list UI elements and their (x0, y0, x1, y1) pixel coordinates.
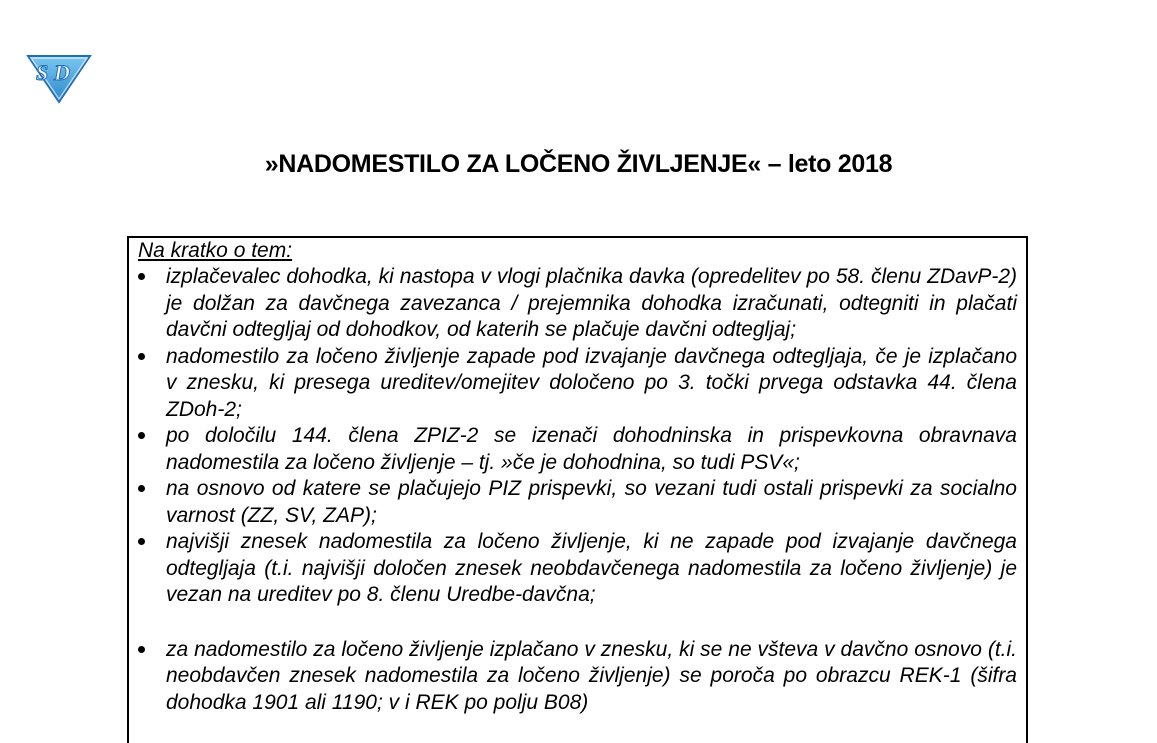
bullet-icon (138, 432, 145, 439)
bullet-icon (138, 538, 145, 545)
list-item (138, 476, 1017, 529)
list-item-text: po določilu 144. člena ZPIZ-2 se izenači dohodninska in prispevkovna obravnava nadomestila za ločeno življenje – tj. »če je dohodnina, so tudi PSV«; (166, 424, 1017, 474)
bullet-icon (138, 646, 145, 653)
list-item-text: izplačevalec dohodka, ki nastopa v vlogi plačnika davka (opredelitev po 58. členu ZDavP-2) je dolžan za davčnega zavezanca / prejemnika dohodka izračunati, odtegniti in plačati davčni odtegljaj od dohodkov, od katerih se plačuje davčni odtegljaj; (166, 265, 1017, 341)
list-item (138, 529, 1017, 609)
list-item (138, 344, 1017, 424)
list-item-text: na osnovo od katere se plačujejo PIZ prispevki, so vezani tudi ostali prispevki za socialno varnost (ZZ, SV, ZAP); (166, 477, 1017, 527)
summary-heading: Na kratko o tem: (138, 239, 293, 262)
summary-box (127, 236, 1028, 743)
svg-text:S: S (36, 60, 49, 85)
list-item-text: najvišji znesek nadomestila za ločeno življenje, ki ne zapade pod izvajanje davčnega odtegljaja (t.i. najvišji določen znesek neobdavčenega nadomestila za ločeno življenje) je vezan na ureditev po 8. členu Uredbe-davčna; (166, 530, 1017, 606)
bullet-icon (138, 353, 145, 360)
list-item (138, 264, 1017, 344)
list-item (138, 423, 1017, 476)
list-item-text: za nadomestilo za ločeno življenje izplačano v znesku, ki se ne všteva v davčno osnovo (t.i. neobdavčen znesek nadomestila za ločeno življenje) se poroča po obrazcu REK-1 (šifra dohodka 1901 ali 1190; v i REK po polju B08) (166, 637, 1017, 714)
bullet-icon (138, 485, 145, 492)
svg-text:D: D (54, 60, 70, 85)
document-title: »NADOMESTILO ZA LOČENO ŽIVLJENJE« – leto 2018 (264, 150, 893, 178)
bullet-icon (138, 273, 145, 280)
list-item-text: nadomestilo za ločeno življenje zapade pod izvajanje davčnega odtegljaja, če je izplačano v znesku, ki presega ureditev/omejitev določeno po 3. točki prvega odstavka 44. člena ZDoh-2; (166, 344, 1017, 421)
company-logo-icon (22, 50, 96, 104)
list-item (138, 637, 1017, 717)
summary-list (138, 264, 1017, 716)
